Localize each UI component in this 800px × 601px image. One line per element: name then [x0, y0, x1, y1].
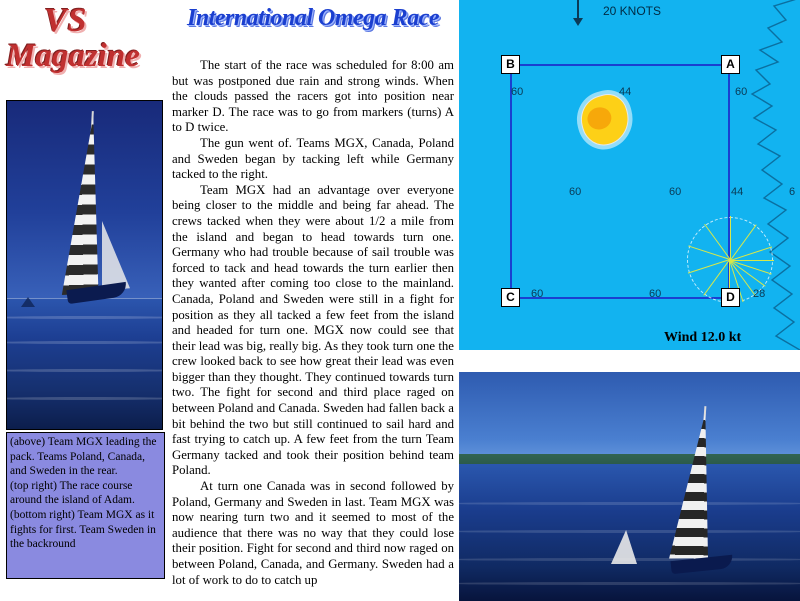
depth-sounding: 60	[669, 186, 682, 198]
compass-ray	[730, 260, 774, 261]
wave-line	[459, 530, 800, 533]
caption-line-1: (above) Team MGX leading the pack. Teams Poland, Canada, and Sweden in the rear.	[10, 436, 157, 478]
wave-line	[6, 316, 163, 319]
article-paragraph: The gun went of. Teams MGX, Canada, Poland and Sweden began by tacking left while Germany tacked to the right.	[172, 135, 454, 182]
island-adam	[575, 90, 634, 151]
depth-sounding: 28	[753, 288, 766, 300]
wave-line	[459, 582, 800, 585]
course-leg-b-c	[510, 64, 512, 299]
article-title: International Omega Race	[186, 5, 439, 31]
race-course-map	[459, 0, 800, 350]
masthead-line-1: VS	[44, 2, 88, 39]
center-column	[168, 0, 458, 601]
caption-line-2: (top right) The race course around the island of Adam.	[10, 479, 135, 507]
depth-sounding: 60	[511, 86, 524, 98]
photo-sailboat-leading	[6, 100, 163, 430]
article-paragraph: At turn one Canada was in second followed by Poland, Germany and Sweden in last. Team MGX was now nearing turn two and it seemed to most of the audience that there was no way that they could lose their position. Fight for second and third now raged on between Poland, Canada, and Germany. Sweden had a lot of work to do to catch up	[172, 479, 454, 587]
course-marker-a[interactable]: A	[721, 55, 740, 74]
photo-caption-box	[6, 432, 165, 579]
depth-sounding: 44	[619, 86, 632, 98]
course-marker-c[interactable]: C	[501, 288, 520, 307]
left-column	[0, 0, 167, 601]
photo-sailboat-fighting-for-first	[459, 372, 800, 601]
course-marker-b[interactable]: B	[501, 55, 520, 74]
depth-sounding: 60	[531, 288, 544, 300]
wind-speed-label-top: 20 KNOTS	[603, 4, 662, 18]
masthead	[0, 0, 167, 100]
depth-sounding: 6	[789, 186, 796, 198]
wave-line	[6, 369, 163, 372]
wind-direction-arrow	[577, 0, 579, 22]
course-leg-b-a	[510, 64, 730, 66]
depth-sounding: 44	[731, 186, 744, 198]
course-marker-d[interactable]: D	[721, 288, 740, 307]
masthead-line-2: Magazine	[6, 38, 140, 74]
wave-line	[459, 502, 800, 505]
article-paragraph: The start of the race was scheduled for 8:00 am but was postponed due rain and strong winds. When the clouds passed the racers got into position near marker D. The race was to go from markers (turns) A to D twice.	[172, 58, 454, 135]
wave-line	[6, 397, 163, 400]
caption-line-3: (bottom right) Team MGX as it fights for first. Team Sweden in the backround	[10, 508, 156, 551]
wave-line	[6, 341, 163, 344]
wind-readout: Wind 12.0 kt	[664, 330, 742, 345]
compass-ray	[730, 216, 731, 260]
depth-sounding: 60	[735, 86, 748, 98]
depth-sounding: 60	[649, 288, 662, 300]
depth-sounding: 60	[569, 186, 582, 198]
article-body	[172, 58, 454, 588]
article-paragraph: Team MGX had an advantage over everyone being closer to the middle and being far ahead. The crews tacked when they were about 1/2 a mile from the island and began to head towards turn one. Germany who had trouble because of sail trouble was forced to tack and head towards the turn earlier then they wanted after coming too close to the mainland. Canada, Poland and Sweden were still in a fight for position as they all tacked a few feet from the island and headed for turn one. MGX now could see that their lead was big, really big. As they took turn one the crew looked back to see how great their lead was even bigger than they thought. They continued towards turn two. The fight for second and third place raged on between Poland and Canada. Sweden had fallen back a bit behind the two but still continued to sail hard and fast trying to catch up. A few feet from the turn Team Germany tacked and took their position behind team Poland.	[172, 182, 454, 478]
